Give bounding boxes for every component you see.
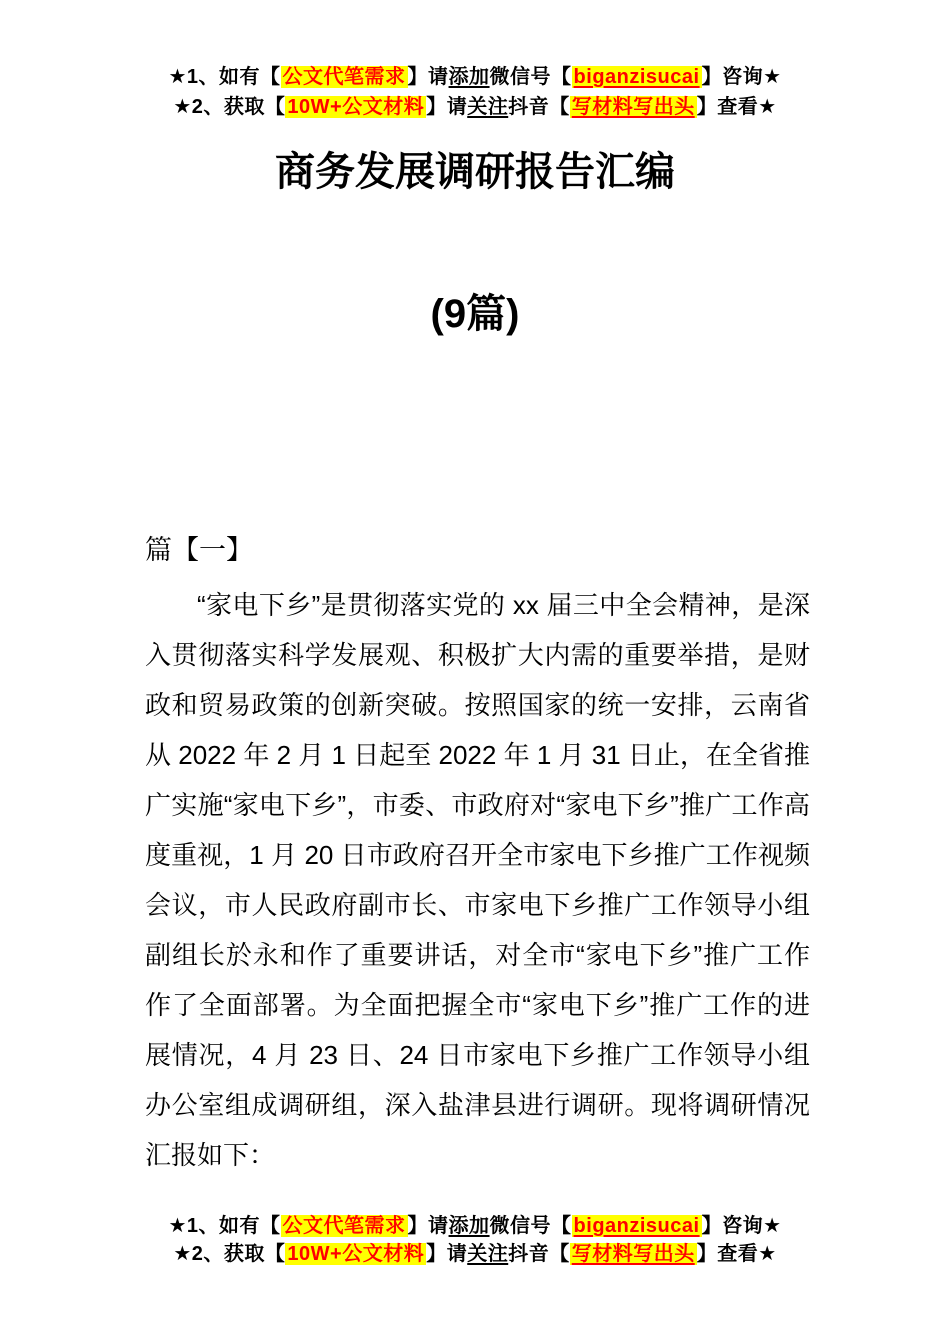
notice-underlined-text: 关注 <box>467 1243 509 1265</box>
document-subtitle: (9篇) <box>430 292 520 336</box>
notice-text: ★2、获取【 <box>173 1243 286 1265</box>
notice-text: 】请 <box>426 96 468 118</box>
notice-text: ★2、获取【 <box>173 96 286 118</box>
wechat-id-highlight: biganzisucai <box>573 1215 700 1237</box>
notice-line-1 <box>0 62 950 92</box>
notice-highlight: 公文代笔需求 <box>282 1215 406 1237</box>
notice-text: 抖音【 <box>508 96 570 118</box>
notice-text: 】咨询★ <box>701 1215 782 1237</box>
notice-text: 】请 <box>407 1215 449 1237</box>
notice-line-2 <box>0 1240 950 1268</box>
notice-text: 】咨询★ <box>701 66 782 88</box>
notice-text: 微信号【 <box>489 1215 572 1237</box>
notice-text: 】查看★ <box>696 1243 777 1265</box>
notice-underlined-text: 添加 <box>448 1215 490 1237</box>
notice-text: 微信号【 <box>489 66 572 88</box>
wechat-id-highlight: biganzisucai <box>573 66 700 88</box>
notice-line-1 <box>0 1212 950 1240</box>
body-paragraph: “家电下乡”是贯彻落实党的 xx 届三中全会精神，是深入贯彻落实科学发展观、积极扩大内需的重要举措，是财政和贸易政策的创新突破。按照国家的统一安排，云南省从 2022 年 2 月 1 日起至 2022 年 1 月 31 日止，在全省推广实施“家电下乡”，市委、市政府对“家电下乡”推广工作高度重视，1 月 20 日市政府召开全市家电下乡推广工作视频会议，市人民政府副市长、市家电下乡推广工作领导小组副组长於永和作了重要讲话，对全市“家电下乡”推广工作作了全面部署。为全面把握全市“家电下乡”推广工作的进展情况，4 月 23 日、24 日市家电下乡推广工作领导小组办公室组成调研组，深入盐津县进行调研。现将调研情况汇报如下： <box>145 590 810 1170</box>
notice-highlight: 10W+公文材料 <box>287 1243 425 1265</box>
notice-text: ★1、如有【 <box>168 66 281 88</box>
promo-notice-footer <box>0 1212 950 1268</box>
notice-text: ★1、如有【 <box>168 1215 281 1237</box>
section-heading-one: 篇【一】 <box>145 535 253 565</box>
notice-text: 】请 <box>426 1243 468 1265</box>
notice-line-2 <box>0 92 950 122</box>
douyin-id-highlight: 写材料写出头 <box>571 1243 695 1265</box>
notice-underlined-text: 关注 <box>467 96 509 118</box>
notice-highlight: 公文代笔需求 <box>282 66 406 88</box>
notice-underlined-text: 添加 <box>448 66 490 88</box>
promo-notice-header <box>0 62 950 122</box>
notice-text: 抖音【 <box>508 1243 570 1265</box>
notice-text: 】请 <box>407 66 449 88</box>
douyin-id-highlight: 写材料写出头 <box>571 96 695 118</box>
notice-highlight: 10W+公文材料 <box>287 96 425 118</box>
notice-text: 】查看★ <box>696 96 777 118</box>
document-title: 商务发展调研报告汇编 <box>275 150 675 194</box>
